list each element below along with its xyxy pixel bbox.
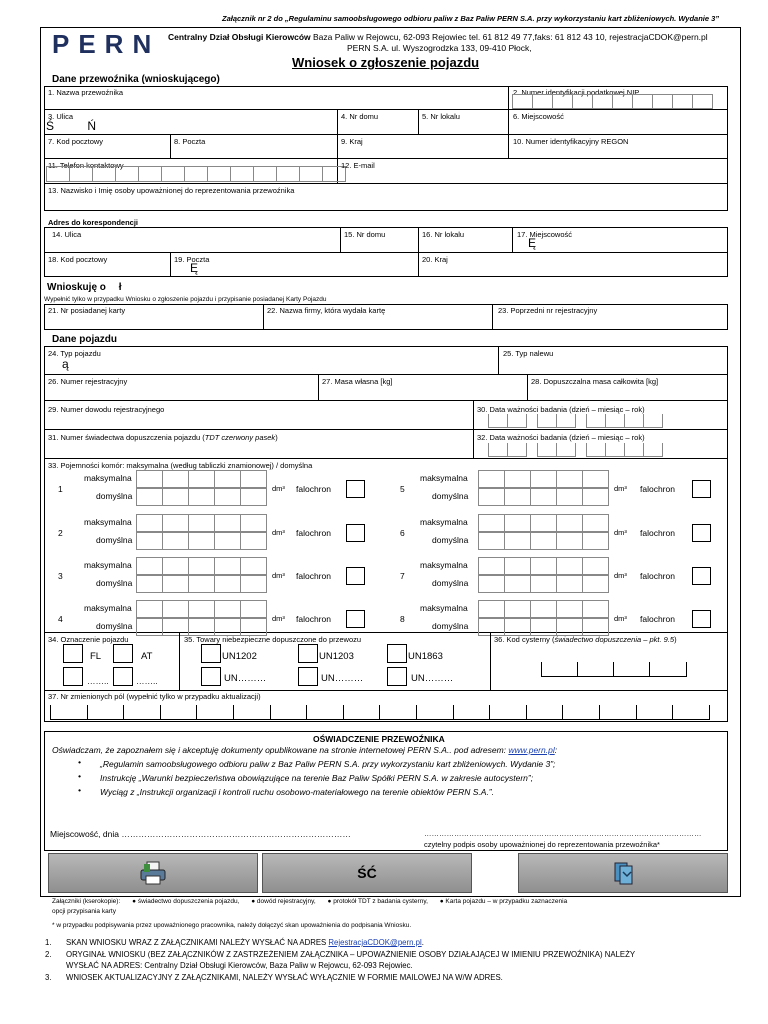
field-representative: 13. Nazwisko i Imię osoby upoważnionej do reprezentowania przewoźnika [48,186,295,195]
falochron-checkbox[interactable] [692,480,711,498]
chamber-max-label: maksymalna [420,517,468,527]
changed-field-tick [599,705,600,719]
attachments-list [52,898,567,905]
header-org: Centralny Dział Obsługi Kierowców [168,32,311,42]
attachment-2: ● dowód rejestracyjny, [251,898,316,905]
field-prev-reg: 23. Poprzedni nr rejestracyjny [498,306,598,315]
instruction-3-num: 3. [45,973,52,982]
field-corr-street: 14. Ulica [52,230,82,239]
chamber-number: 3 [58,571,63,581]
at-checkbox[interactable] [113,644,133,663]
corr-post-glyph: Ę [190,261,199,275]
attachment-3: ● protokół TDT z badania cysterny, [327,898,428,905]
pern-logo: PERN [52,29,161,59]
field-fill-type: 25. Typ nalewu [503,349,554,358]
field-phone: 11. Telefon kontaktowy [48,161,124,170]
field-own-mass: 27. Masa własna [kg] [322,377,393,386]
attachment-4: ● Karta pojazdu – w przypadku zaznaczenia [439,898,568,905]
un1203-checkbox[interactable] [298,644,318,663]
un1202-checkbox[interactable] [201,644,221,663]
falochron-checkbox[interactable] [346,610,365,628]
header-hq: PERN S.A. ul. Wyszogrodzka 133, 09-410 Płock, [347,43,532,53]
chamber-capacity-input[interactable] [136,470,266,506]
chamber-max-label: maksymalna [420,560,468,570]
chamber-number: 8 [400,614,405,624]
extra-mark-checkbox-1[interactable] [63,667,83,686]
request-note: Wypełnić tylko w przypadku Wniosku o zgłoszenie pojazdu i przypisanie posiadanej Karty Pojazdu [44,296,327,303]
falochron-label: falochron [296,571,331,581]
page-title: Wniosek o zgłoszenie pojazdu [292,55,480,70]
field-street: 3. Ulica [48,112,74,121]
changed-field-tick [233,705,234,719]
field-corr-post: 19. Poczta [174,255,210,264]
bullet-1: • [78,757,81,767]
field-city: 6. Miejscowość [513,112,564,121]
field-exam-date-1: 30. Data ważności badania (dzień – miesiąc – rok) [477,405,645,414]
chamber-capacity-input[interactable] [136,600,266,636]
chamber-max-label: maksymalna [420,473,468,483]
request-glyph: ł [118,282,122,293]
chamber-capacity-input[interactable] [478,514,608,550]
chamber-unit: dm³ [272,571,285,580]
instruction-1-end: . [421,938,424,947]
chamber-number: 6 [400,528,405,538]
save-icon [611,860,635,886]
changed-field-tick [636,705,637,719]
instruction-1-num: 1. [45,938,52,947]
instruction-2a: ORYGINAŁ WNIOSKU (BEZ ZAŁĄCZNIKÓW Z ZASTRZEŻENIEM ZAŁĄCZNIKA – UPOWAŻNIENIE OSOBY DZIAŁAJĄCEJ W IMIENIU PRZEWOŹNIKA) NALEŻY [66,950,636,959]
changed-field-tick [709,705,710,719]
fl-label: FL [90,651,102,662]
changed-fields-baseline [50,719,710,720]
field-chambers: 33. Pojemności komór: maksymalna (według tabliczki znamionowej) / domyślna [48,461,313,470]
chamber-default-label: domyślna [432,535,469,545]
falochron-label: falochron [296,528,331,538]
field-email: 12. E-mail [341,161,375,170]
street-glyphs: Ś Ń [46,119,97,133]
declaration-title: OŚWIADCZENIE PRZEWOŹNIKA [313,734,445,744]
chamber-unit: dm³ [614,528,627,537]
attachments-label: Załączniki (kserokopie): [52,898,121,905]
attachment-5: opcji przypisania karty [52,908,116,915]
exam-date-1-input[interactable] [488,414,662,428]
changed-field-tick [379,705,380,719]
field-corr-house: 15. Nr domu [344,230,386,239]
phone-input[interactable] [46,166,345,182]
un1863-label: UN1863 [408,651,443,662]
changed-field-tick [526,705,527,719]
un1203-label: UN1203 [319,651,354,662]
chamber-default-label: domyślna [96,578,133,588]
declaration-item-1: „Regulamin samoobsługowego odbioru paliw z Baz Paliw PERN S.A. przy wykorzystaniu kart zbliżeniowych. Wydanie 3”; [100,759,556,769]
chamber-unit: dm³ [614,484,627,493]
field-certificate [48,433,278,442]
field-card-no: 21. Nr posiadanej karty [48,306,126,315]
changed-field-tick [453,705,454,719]
attachment-1: ● świadectwo dopuszczenia pojazdu, [132,898,240,905]
chamber-max-label: maksymalna [84,560,132,570]
chamber-default-label: domyślna [96,491,133,501]
field-postcode: 7. Kod pocztowy [48,137,104,146]
chamber-number: 1 [58,484,63,494]
chamber-max-label: maksymalna [84,473,132,483]
falochron-checkbox[interactable] [692,567,711,585]
field-card-issuer: 22. Nazwa firmy, która wydała kartę [267,306,386,315]
chamber-capacity-input[interactable] [478,600,608,636]
place-date-field[interactable]: Miejscowość, dnia ……………………………………………………………………… [50,829,351,839]
declaration-item-2: Instrukcję „Warunki bezpieczeństwa obowiązujące na terenie Baz Paliw Spółki PERN S.A. w zakresie autocystern”; [100,773,534,783]
un-extra-checkbox-2[interactable] [298,667,318,686]
field-corr-flat: 16. Nr lokalu [422,230,465,239]
extra-mark-dots-1: …….. [87,676,109,686]
cdok-email-link[interactable]: RejestracjaCDOK@pern.pl [328,938,422,947]
chamber-unit: dm³ [272,614,285,623]
chamber-capacity-input[interactable] [136,514,266,550]
extra-mark-checkbox-2[interactable] [113,667,133,686]
authorization-note: * w przypadku podpisywania przez upoważnionego pracownika, należy dołączyć skan upoważnienia do podpisania Wniosku. [52,922,412,929]
section-correspondence: Adres do korespondencji [48,218,139,227]
tank-code-italic: świadectwo dopuszczenia – pkt. 9.5 [554,635,675,644]
falochron-checkbox[interactable] [692,524,711,542]
changed-field-tick [123,705,124,719]
field-regon: 10. Numer identyfikacyjny REGON [513,137,629,146]
field-vehicle-type: 24. Typ pojazdu [48,349,101,358]
changed-field-tick [87,705,88,719]
un1202-label: UN1202 [222,651,257,662]
chamber-default-label: domyślna [96,535,133,545]
section-request [47,282,121,293]
declaration-url-end: : [554,745,558,755]
changed-field-tick [672,705,673,719]
chamber-number: 2 [58,528,63,538]
extra-mark-dots-2: …….. [136,676,158,686]
field-reg-doc: 29. Numer dowodu rejestracyjnego [48,405,165,414]
clear-button[interactable] [262,853,472,893]
chamber-capacity-input[interactable] [136,557,266,593]
tank-code-end: ) [674,635,677,644]
chamber-unit: dm³ [614,614,627,623]
falochron-label: falochron [296,614,331,624]
changed-field-tick [343,705,344,719]
vehicle-type-glyph: ą [62,357,69,371]
exam-date-2-input[interactable] [488,443,662,457]
changed-field-tick [50,705,51,719]
chamber-number: 4 [58,614,63,624]
chamber-capacity-input[interactable] [478,557,608,593]
header-address [168,32,708,42]
chamber-number: 5 [400,484,405,494]
chamber-number: 7 [400,571,405,581]
section-carrier: Dane przewoźnika (wnioskującego) [52,74,220,85]
bullet-2: • [78,771,81,781]
signature-dots: ………………………………………………………………………………………………… [424,829,702,838]
field-post: 8. Poczta [174,137,206,146]
nip-input[interactable] [512,94,712,109]
chamber-capacity-input[interactable] [478,470,608,506]
un-extra-checkbox-3[interactable] [387,667,407,686]
instruction-1 [66,938,424,947]
save-button[interactable] [518,853,728,893]
field-total-mass: 28. Dopuszczalna masa całkowita [kg] [531,377,659,386]
instruction-2b: WYSŁAĆ NA ADRES: Centralny Dział Obsługi Kierowców, Baza Paliw w Rejowcu, 62-093 Rejowiec. [66,961,413,970]
chamber-unit: dm³ [272,484,285,493]
field-corr-postcode: 18. Kod pocztowy [48,255,108,264]
cert-label: 31. Numer świadectwa dopuszczenia pojazdu ( [48,433,205,442]
falochron-label: falochron [640,614,675,624]
at-label: AT [141,651,153,662]
field-exam-date-2: 32. Data ważności badania (dzień – miesiąc – rok) [477,433,645,442]
chamber-default-label: domyślna [432,621,469,631]
cert-italic: TDT czerwony pasek [204,433,276,442]
changed-field-tick [562,705,563,719]
instruction-1-text: SKAN WNIOSKU WRAZ Z ZAŁĄCZNIKAMI NALEŻY WYSŁAĆ NA ADRES [66,938,329,947]
declaration-intro [52,745,557,755]
changed-field-tick [489,705,490,719]
cert-end: ) [275,433,278,442]
bullet-3: • [78,785,81,795]
falochron-checkbox[interactable] [346,480,365,498]
un-extra-checkbox-1[interactable] [201,667,221,686]
clear-button-label: ŚĆ [357,865,377,881]
chamber-unit: dm³ [614,571,627,580]
tank-code-label: 36. Kod cysterny ( [494,635,555,644]
field-country: 9. Kraj [341,137,363,146]
field-tank-code [494,635,677,644]
chamber-default-label: domyślna [432,578,469,588]
corr-city-glyph: Ę [528,236,537,250]
request-label: Wnioskuję o [47,282,106,293]
changed-field-tick [160,705,161,719]
field-changed: 37. Nr zmienionych pól (wypełnić tylko w przypadku aktualizacji) [48,692,261,701]
field-reg-no: 26. Numer rejestracyjny [48,377,128,386]
falochron-checkbox[interactable] [692,610,711,628]
falochron-checkbox[interactable] [346,524,365,542]
declaration-intro-text: Oświadczam, że zapoznałem się i akceptuję dokumenty opublikowane na stronie internetowej PERN S.A.. pod adresem: [52,745,509,755]
print-button[interactable] [48,853,258,893]
falochron-label: falochron [640,484,675,494]
declaration-item-3: Wyciąg z „Instrukcji organizacji i kontroli ruchu osobowo-materiałowego na terenie obiektów PERN S.A.”. [100,787,495,797]
attachment-note: Załącznik nr 2 do „Regulaminu samoobsługowego odbioru paliw z Baz Paliw PERN S.A. przy wykorzystaniu kart zbliżeniowych. Wydanie 3” [222,14,720,23]
field-marking: 34. Oznaczenie pojazdu [48,635,129,644]
falochron-label: falochron [296,484,331,494]
header-contact: Baza Paliw w Rejowcu, 62-093 Rejowiec tel. 61 812 49 77,faks: 61 812 43 10, rejestracjaCDOK@pern.pl [310,32,708,42]
chamber-unit: dm³ [272,528,285,537]
fl-checkbox[interactable] [63,644,83,663]
printer-icon [138,860,168,886]
field-nip-label: 2. Numer identyfikacji podatkowej NIP [513,88,640,97]
un-extra-label-2: UN……… [321,673,364,684]
chamber-max-label: maksymalna [420,603,468,613]
field-house-no: 4. Nr domu [341,112,379,121]
un-extra-label-1: UN……… [224,673,267,684]
chamber-default-label: domyślna [96,621,133,631]
chamber-max-label: maksymalna [84,517,132,527]
falochron-checkbox[interactable] [346,567,365,585]
chamber-default-label: domyślna [432,491,469,501]
instruction-2-num: 2. [45,950,52,959]
signature-caption: czytelny podpis osoby upoważnionej do reprezentowania przewoźnika* [424,840,660,849]
chamber-max-label: maksymalna [84,603,132,613]
field-carrier-name: 1. Nazwa przewoźnika [48,88,124,97]
un-extra-label-3: UN……… [411,673,454,684]
changed-field-tick [416,705,417,719]
un1863-checkbox[interactable] [387,644,407,663]
changed-field-tick [196,705,197,719]
falochron-label: falochron [640,571,675,581]
changed-field-tick [270,705,271,719]
field-dangerous-goods: 35. Towary niebezpieczne dopuszczone do przewozu [184,635,362,644]
pern-link[interactable]: www.pern.pl [508,745,555,755]
falochron-label: falochron [640,528,675,538]
section-vehicle: Dane pojazdu [52,334,118,345]
field-corr-country: 20. Kraj [422,255,448,264]
changed-field-tick [306,705,307,719]
field-flat-no: 5. Nr lokalu [422,112,460,121]
field-corr-city: 17. Miejscowość [517,230,573,239]
instruction-3: WNIOSEK AKTUALIZACYJNY Z ZAŁĄCZNIKAMI, NALEŻY WYSŁAĆ WYŁĄCZNIE W FORMIE MAILOWEJ NA W/W ADRES. [66,973,503,982]
